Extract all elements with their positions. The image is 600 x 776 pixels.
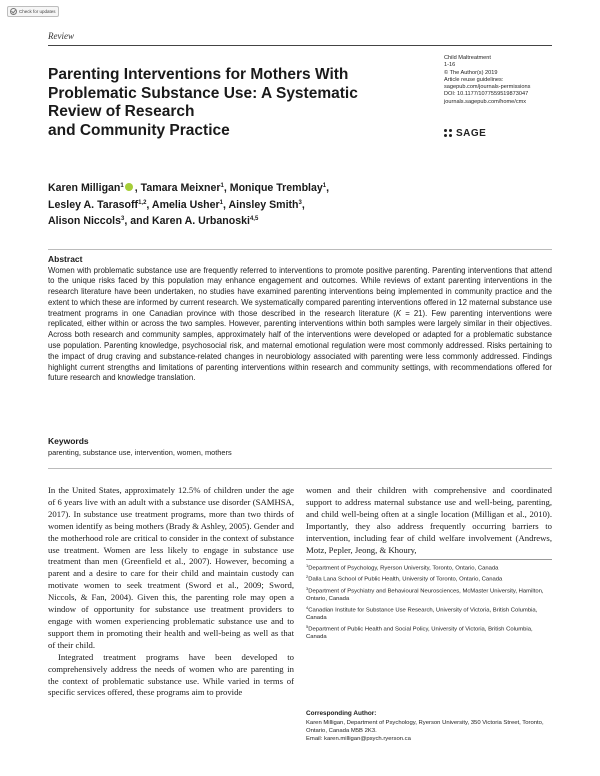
affiliation-sup: 3: [121, 216, 125, 222]
keywords-divider: [48, 468, 552, 469]
author-name: Karen Milligan: [48, 182, 121, 194]
author-line: [48, 196, 329, 213]
affiliation-number: 1: [306, 563, 309, 568]
journal-info: [444, 55, 564, 106]
corresponding-email[interactable]: Email: karen.milligan@psych.ryerson.ca: [306, 735, 411, 742]
affiliation-sup: 1: [220, 183, 224, 189]
author-line: [48, 179, 329, 196]
affiliation-sup: 4,5: [249, 216, 259, 222]
corresponding-author-heading: Corresponding Author:: [306, 710, 377, 717]
sage-mark-icon: [444, 129, 454, 139]
check-for-updates-badge[interactable]: [7, 6, 59, 17]
author-name: , Ainsley Smith: [222, 198, 299, 211]
author-separator: ,: [326, 182, 330, 194]
body-column-left: [48, 485, 294, 699]
affiliation-item: [306, 585, 552, 604]
body-column-right: [306, 485, 552, 556]
affiliation-number: 5: [306, 623, 309, 629]
sage-logo: [444, 128, 486, 139]
affiliation-item: [306, 573, 552, 584]
journal-name: Child Maltreatment: [444, 55, 491, 61]
affiliations: [306, 562, 552, 642]
publisher-name: SAGE: [456, 128, 487, 139]
corresponding-address: Karen Milligan, Department of Psychology, Ryerson University, 350 Victoria Street, Toronto, Ontario, Canada M5B 2K3.: [306, 720, 544, 734]
page-range: 1-16: [444, 62, 456, 69]
affiliation-sup: 1,2: [138, 199, 147, 206]
journal-home-link[interactable]: journals.sagepub.com/home/cmx: [444, 98, 527, 105]
abstract-divider: [48, 249, 552, 250]
affiliation-sup: 3: [298, 199, 302, 206]
affiliation-number: 3: [306, 585, 309, 591]
body-paragraph: women and their children with comprehensive and coordinated support to address maternal substance use and well-being, parenting, and child well-being often at a single location (Milligan et al., 2010). Importantly, they also address frequently occurring barriers to intervention, including fear of child welfare involvement (Andrews, Motz, Pepler, Jeong, & Khoury,: [306, 485, 552, 555]
title-line: and Community Practice: [48, 121, 230, 139]
affiliation-text: Department of Psychology, Ryerson University, Toronto, Ontario, Canada: [308, 565, 499, 572]
author-name: , and Karen A. Urbanoski: [124, 215, 250, 227]
author-separator: ,: [301, 198, 305, 211]
author-name: , Tamara Meixner: [134, 182, 221, 194]
author-name: , Monique Tremblay: [223, 182, 323, 194]
affiliation-item: [306, 623, 552, 642]
affiliation-item: [306, 604, 552, 623]
article-title: [48, 66, 398, 140]
author-line: [48, 212, 329, 229]
affiliation-item: [306, 562, 552, 573]
title-line: Problematic Substance Use: A Systematic: [48, 84, 358, 102]
abstract-text-part: = 21). Few parenting interventions were replicated, either within or across the two samples. However, parenting interventions within both samples were largely similar in their objectives. Across both research and community samples, approximately half of the interventions were developed or adapted for a problematic substance use population. Parenting knowledge, psychosocial risk, and maternal emotional regulation were most commonly addressed. Risks pertaining to the impact of drug craving and substance-related changes in neurobiology associated with parenting were less commonly addressed. Findings highlight current strengths and limitations of parenting interventions within research and community settings, with recommendations offered for future research and knowledge translation.: [48, 308, 552, 383]
orcid-icon[interactable]: [125, 183, 133, 191]
author-name: , Amelia Usher: [146, 198, 220, 211]
check-for-updates-label: Check for updates: [19, 9, 56, 14]
author-name: Lesley A. Tarasoff: [48, 198, 139, 211]
body-paragraph: Integrated treatment programs have been developed to comprehensively address the needs of women who are parenting in the context of problematic substance use. While varied in terms of specific services offered, these programs aim to provide: [48, 651, 294, 698]
affiliation-text: Canadian Institute for Substance Use Research, University of Victoria, British Columbia, Canada: [306, 607, 538, 621]
keywords-heading: Keywords: [48, 436, 89, 446]
affiliation-text: Department of Public Health and Social Policy, University of Victoria, British Columbia, Canada: [306, 626, 533, 641]
author-list: [48, 179, 329, 229]
affiliation-sup: 1: [219, 199, 223, 206]
affiliation-sup: 1: [120, 183, 124, 189]
title-line: Parenting Interventions for Mothers With: [48, 66, 349, 83]
abstract-text: [48, 266, 552, 385]
affiliation-sup: 1: [322, 183, 327, 189]
copyright: © The Author(s) 2019: [444, 69, 498, 76]
check-icon: [10, 8, 17, 15]
section-label: Review: [48, 31, 74, 41]
abstract-heading: Abstract: [48, 254, 83, 264]
affiliation-number: 2: [306, 574, 309, 580]
permissions-link[interactable]: sagepub.com/journals-permissions: [444, 84, 531, 91]
corresponding-author-details: [306, 720, 552, 743]
affiliation-text: Department of Psychiatry and Behavioural Neurosciences, McMaster University, Hamilton, Ontario, Canada: [306, 588, 544, 602]
doi-link[interactable]: DOI: 10.1177/1077559519873047: [444, 91, 529, 98]
affiliation-number: 4: [306, 604, 309, 610]
keywords-text: parenting, substance use, intervention, women, mothers: [48, 448, 232, 457]
abstract-k-variable: K: [395, 308, 402, 318]
abstract-text-part: Women with problematic substance use are frequently referred to interventions to promote positive parenting. Parenting interventions that attend to the unique risks faced by this population may enhance engagement and outcomes. While reviews of extant parenting interventions in the research literature have been undertaken, no studies have examined parenting interventions being implemented in community practice and the extent to which these are informed by current research. We systematically compared parenting interventions offered in 12 maternal substance use treatment programs in one Canadian province with those described in the research literature (: [48, 265, 552, 318]
reuse-guidelines-label: Article reuse guidelines:: [444, 76, 504, 83]
author-name: Alison Niccols: [48, 215, 121, 227]
header-divider: [48, 45, 552, 46]
affiliations-divider: [306, 559, 552, 560]
title-line: Review of Research: [48, 103, 195, 120]
affiliation-text: Dalla Lana School of Public Health, University of Toronto, Ontario, Canada: [308, 576, 503, 583]
body-paragraph: In the United States, approximately 12.5% of children under the age of 6 years live with an adult with a substance use disorder (SAMHSA, 2017). In substance use treatment programs, more than two thirds of women identify as being mothers (Brady & Ashley, 2005). Gender and the motherhood role are critical to consider in the context of substance use treatment. Women are less likely to engage in substance use treatment than men (Greenfield et al., 2007). However, becoming a parent and a desire to care for their child and maintain custody can motivate women to seek treatment (Sword et al., 2009; Sword, Niccols, & Fan, 2004). Given this, the parenting role may open a window of opportunity for substance use treatment providers to engage with women experiencing problematic substance use and to support them in promoting their health and well-being as well as that of their child.: [48, 485, 295, 650]
